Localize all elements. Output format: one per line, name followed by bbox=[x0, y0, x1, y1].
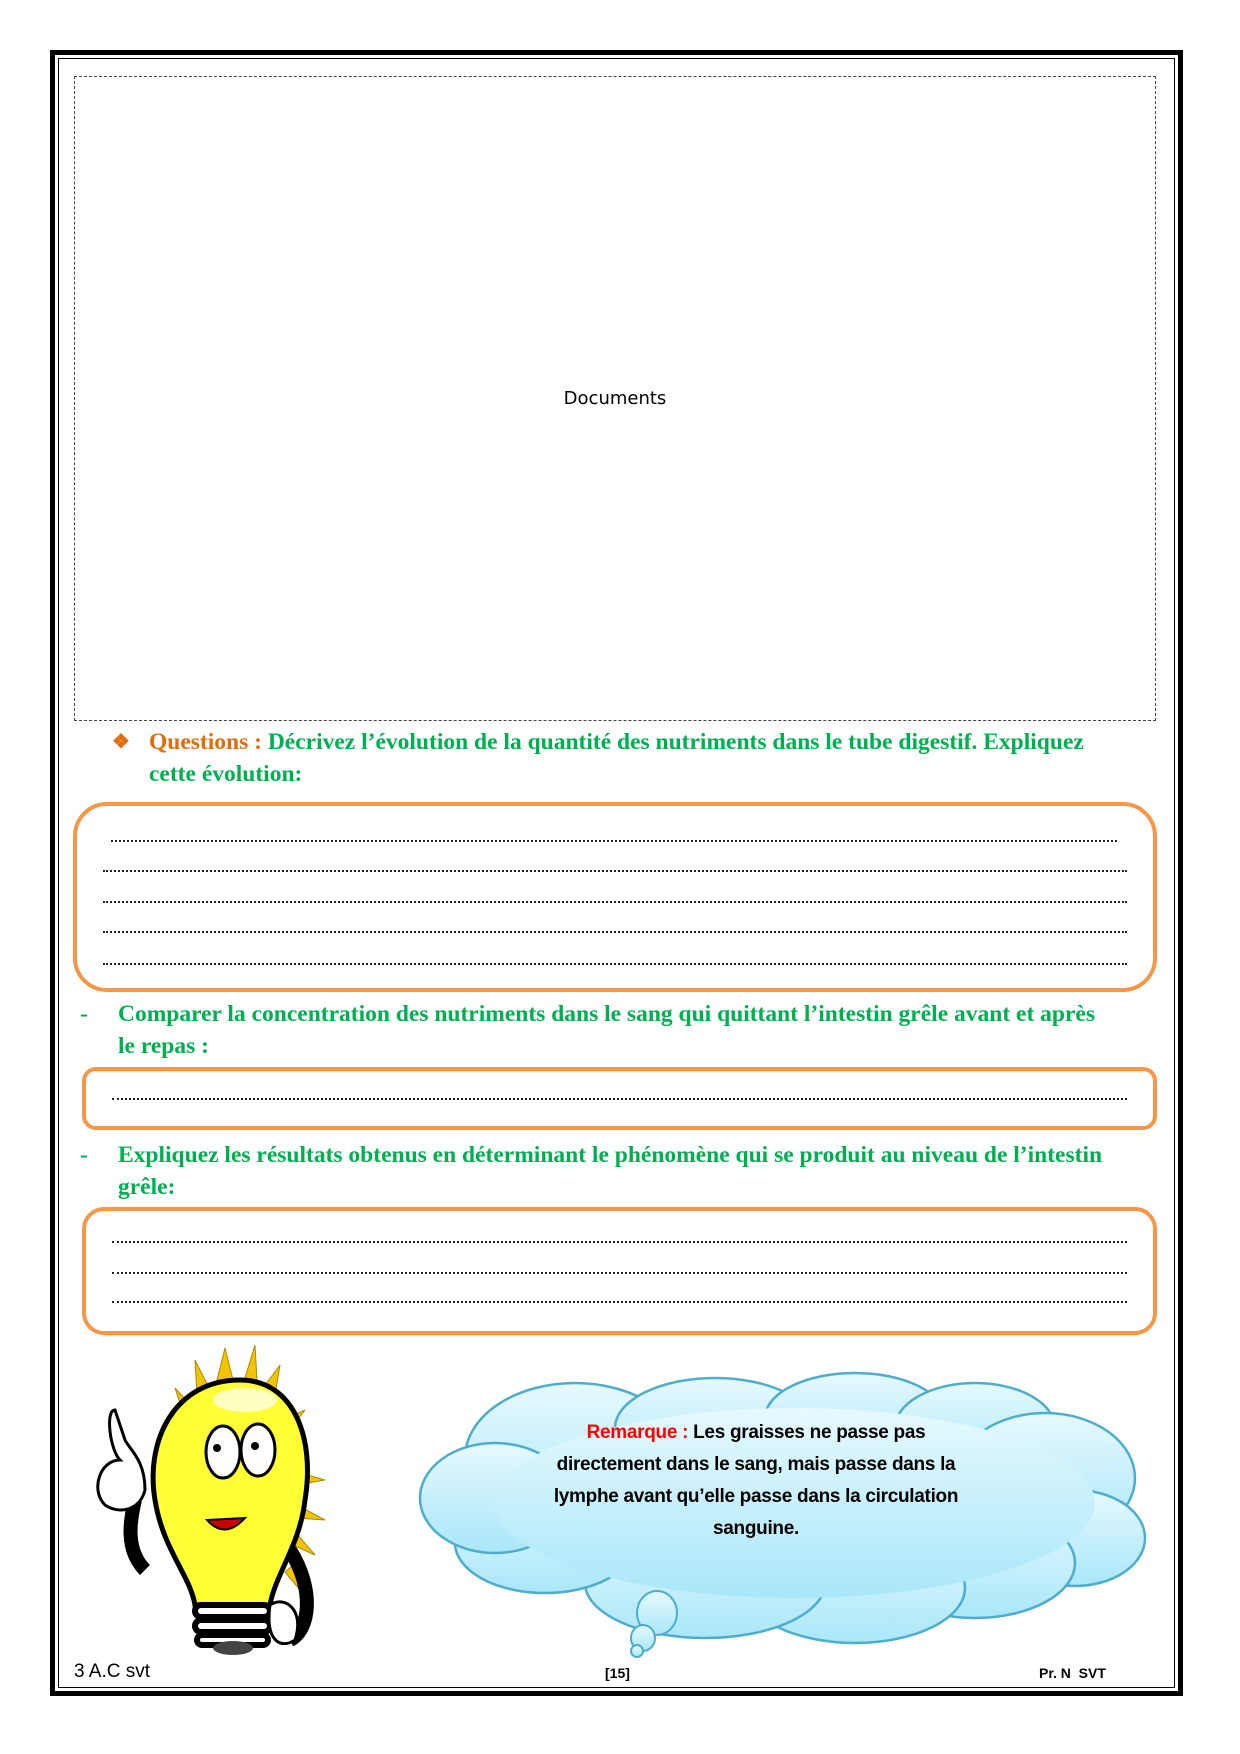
answer-line[interactable] bbox=[112, 1268, 1127, 1274]
documents-area bbox=[74, 76, 1156, 721]
question-3 bbox=[80, 1139, 1190, 1203]
question-3-text-line2: grêle: bbox=[118, 1174, 176, 1200]
question-label: Questions : bbox=[149, 729, 262, 755]
question-2 bbox=[80, 998, 1180, 1062]
footer-class-label: 3 A.C svt bbox=[74, 1661, 151, 1682]
question-1-text-line2: cette évolution: bbox=[149, 761, 303, 787]
remark-label: Remarque : bbox=[586, 1422, 689, 1443]
remark-line: sanguine. bbox=[713, 1518, 799, 1539]
documents-placeholder: Documents bbox=[563, 388, 667, 409]
question-3-text-line1: Expliquez les résultats obtenus en déterminant le phénomène qui se produit au niveau de l’intestin bbox=[118, 1142, 1103, 1168]
footer-author: Pr. N SVT bbox=[1039, 1665, 1106, 1681]
dash-bullet: - bbox=[80, 1001, 88, 1027]
question-1-text-line1: Décrivez l’évolution de la quantité des nutriments dans le tube digestif. Expliquez bbox=[267, 729, 1084, 755]
answer-line[interactable] bbox=[103, 897, 1127, 903]
answer-line[interactable] bbox=[112, 1237, 1127, 1243]
answer-line[interactable] bbox=[103, 959, 1127, 965]
answer-line[interactable] bbox=[103, 866, 1127, 872]
dash-bullet: - bbox=[80, 1142, 88, 1168]
diamond-bullet-icon: ❖ bbox=[112, 731, 130, 753]
answer-box-2[interactable] bbox=[82, 1067, 1157, 1130]
answer-line[interactable] bbox=[112, 1297, 1127, 1303]
question-2-text-line1: Comparer la concentration des nutriments dans le sang qui quittant l’intestin grêle avant et après bbox=[118, 1001, 1095, 1027]
question-1 bbox=[112, 726, 1172, 790]
remark-line: directement dans le sang, mais passe dans la bbox=[556, 1454, 956, 1475]
remark-text bbox=[506, 1417, 1006, 1545]
answer-box-1[interactable] bbox=[73, 802, 1157, 992]
question-2-text-line2: le repas : bbox=[118, 1033, 209, 1059]
remark-line: lymphe avant qu’elle passe dans la circulation bbox=[553, 1486, 959, 1507]
footer-page-number: [15] bbox=[605, 1665, 630, 1681]
answer-line[interactable] bbox=[112, 1094, 1127, 1100]
lightbulb-character-icon bbox=[85, 1340, 370, 1655]
answer-box-3[interactable] bbox=[82, 1207, 1157, 1335]
remark-line: Les graisses ne passe pas bbox=[693, 1422, 926, 1443]
answer-line[interactable] bbox=[111, 836, 1117, 842]
answer-line[interactable] bbox=[103, 927, 1127, 933]
